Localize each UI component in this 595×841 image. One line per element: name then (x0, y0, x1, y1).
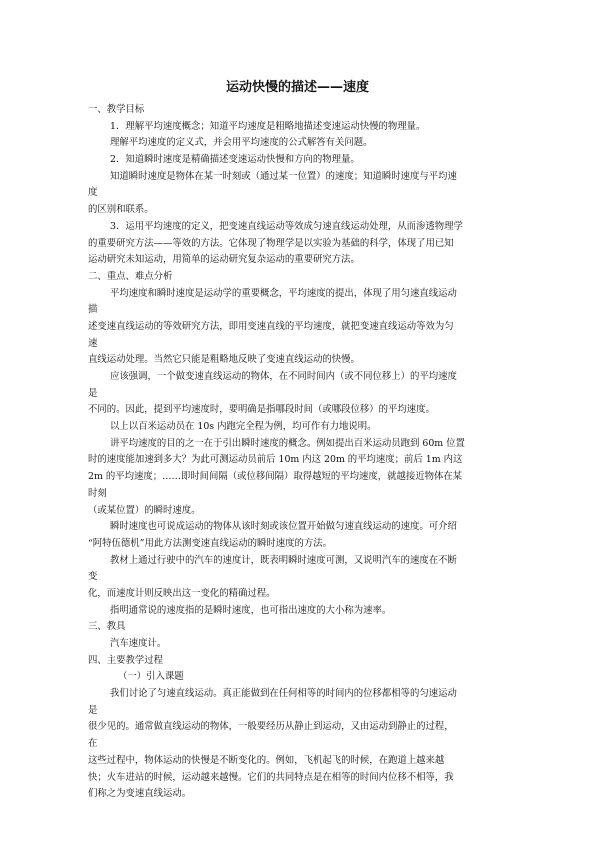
text-line: 瞬时速度也可说成运动的物体从该时刻或该位置开始做匀速直线运动的速度。可介绍 (110, 521, 457, 533)
text-line: 汽车速度计。 (110, 638, 167, 649)
text-line: 变 (88, 571, 98, 583)
text-line: 平均速度和瞬时速度是运动学的重要概念，平均速度的提出，体现了用匀速直线运动 (110, 287, 457, 299)
text-line: 时的速度能加速到多大？为此可测运动员前后 10m 内这 20m 的平均速度；前后 1m 内这 (88, 454, 463, 466)
document-body (88, 102, 508, 803)
text-line: 不同的。因此，提到平均速度时，要明确是指哪段时间（或哪段位移）的平均速度。 (88, 404, 435, 416)
text-line: 化，而速度计则反映出这一变化的精确过程。 (88, 587, 276, 599)
text-line: 三、教具 (88, 621, 126, 633)
text-line: 的区别和联系。 (88, 204, 154, 216)
text-line: 理解平均速度的定义式，并会用平均速度的公式解答有关问题。 (110, 137, 373, 149)
text-line: 直线运动处理。当然它只能是粗略地反映了变速直线运动的快慢。 (88, 354, 360, 366)
text-line: 讲平均速度的目的之一在于引出瞬时速度的概念。例如提出百米运动员跑到 60m 位置 (110, 437, 465, 449)
text-line: 的重要研究方法——等效的方法。它体现了物理学是以实验为基础的科学，体现了用已知 (88, 237, 454, 249)
text-line: 我们讨论了匀速直线运动。真正能做到在任何相等的时间内的位移都相等的匀速运动 (110, 688, 457, 700)
text-line: 一、教学目标 (88, 104, 145, 115)
text-line: 3．运用平均速度的定义，把变速直线运动等效成匀速直线运动处理，从而渗透物理学 (110, 220, 463, 232)
text-line: 运动研究未知运动，用简单的运动研究复杂运动的重要研究方法。 (88, 254, 360, 266)
text-line: 描 (88, 304, 98, 316)
text-line: 是 (88, 704, 98, 716)
text-line: 四、主要教学过程 (88, 654, 164, 666)
text-line: 2m 的平均速度；……即时间间隔（或位移间隔）取得越短的平均速度，就越接近物体在某 (88, 471, 463, 483)
text-line: 在 (88, 738, 98, 750)
text-line: 时刻 (88, 487, 107, 499)
text-line: 们称之为变速直线运动。 (88, 788, 192, 800)
text-line: 述变速直线运动的等效研究方法，即用变速直线的平均速度，就把变速直线运动等效为匀 (88, 320, 454, 332)
text-line: （一）引入课题 (118, 671, 184, 683)
text-line: 是 (88, 387, 98, 399)
text-line: 知道瞬时速度是物体在某一时刻或（通过某一位置）的速度；知道瞬时速度与平均速 (110, 170, 457, 182)
text-line: 很少见的。通常做直线运动的物体，一般要经历从静止到运动，又由运动到静止的过程， (88, 721, 454, 733)
text-line: 2．知道瞬时速度是精确描述变速运动快慢和方向的物理量。 (110, 154, 360, 166)
text-line: “阿特伍德机”用此方法测变速直线运动的瞬时速度的方法。 (88, 537, 332, 549)
text-line: 度 (88, 187, 98, 199)
text-line: 指明通常说的速度指的是瞬时速度，也可指出速度的大小称为速率。 (110, 604, 392, 616)
document-title: 运动快慢的描述——速度 (225, 80, 369, 95)
text-line: 二、重点、难点分析 (88, 270, 173, 282)
text-line: 1．理解平均速度概念；知道平均速度是粗略地描述变速运动快慢的物理量。 (110, 120, 426, 132)
text-line: 快；火车进站的时候，运动越来越慢。它们的共同特点是在相等的时间内位移不相等，我 (88, 771, 454, 783)
text-line: （或某位置）的瞬时速度。 (88, 504, 201, 516)
text-line: 教材上通过行驶中的汽车的速度计，既表明瞬时速度可测，又说明汽车的速度在不断 (110, 554, 457, 566)
text-line: 速 (88, 337, 98, 349)
text-line: 以上以百米运动员在 10s 内跑完全程为例，均可作有力地说明。 (110, 421, 377, 433)
text-line: 这些过程中，物体运动的快慢是不断变化的。例如，飞机起飞的时候，在跑道上越来越 (88, 754, 445, 766)
text-line: 应该强调，一个做变速直线运动的物体，在不同时间内（或不同位移上）的平均速度 (110, 371, 457, 382)
